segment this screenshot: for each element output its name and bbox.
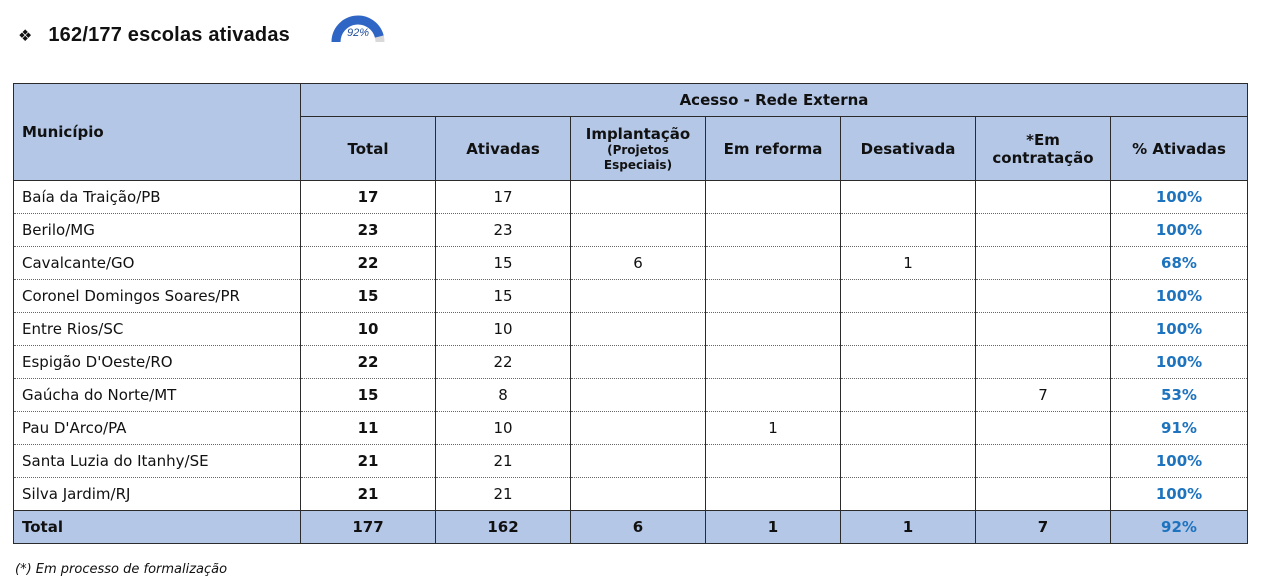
cell-implantacao xyxy=(571,478,706,511)
gauge-label: 92% xyxy=(346,27,370,39)
header-implantacao xyxy=(571,117,706,181)
total-implantacao: 6 xyxy=(571,511,706,544)
header-total: Total xyxy=(301,117,436,181)
cell-municipio: Baía da Traição/PB xyxy=(14,181,301,214)
header-pct-ativadas: % Ativadas xyxy=(1111,117,1248,181)
cell-contratacao xyxy=(976,247,1111,280)
cell-implantacao xyxy=(571,445,706,478)
cell-municipio: Entre Rios/SC xyxy=(14,313,301,346)
cell-municipio: Coronel Domingos Soares/PR xyxy=(14,280,301,313)
cell-ativadas: 15 xyxy=(436,280,571,313)
cell-municipio: Santa Luzia do Itanhy/SE xyxy=(14,445,301,478)
header-reforma: Em reforma xyxy=(706,117,841,181)
total-contratacao: 7 xyxy=(976,511,1111,544)
cell-desativada xyxy=(841,445,976,478)
activation-gauge xyxy=(330,10,392,46)
header-ativadas: Ativadas xyxy=(436,117,571,181)
cell-desativada xyxy=(841,214,976,247)
cell-desativada xyxy=(841,412,976,445)
cell-contratacao xyxy=(976,181,1111,214)
table-row xyxy=(14,280,1248,313)
header-group-rede-externa: Acesso - Rede Externa xyxy=(301,84,1248,117)
cell-desativada xyxy=(841,478,976,511)
header-desativada: Desativada xyxy=(841,117,976,181)
summary-heading xyxy=(18,18,290,52)
cell-reforma xyxy=(706,313,841,346)
cell-pct: 68% xyxy=(1111,247,1248,280)
cell-contratacao xyxy=(976,412,1111,445)
totals-row xyxy=(14,511,1248,544)
table-row xyxy=(14,346,1248,379)
cell-total: 22 xyxy=(301,247,436,280)
cell-pct: 100% xyxy=(1111,478,1248,511)
cell-contratacao xyxy=(976,445,1111,478)
cell-total: 17 xyxy=(301,181,436,214)
cell-total: 21 xyxy=(301,445,436,478)
cell-pct: 100% xyxy=(1111,181,1248,214)
cell-contratacao xyxy=(976,313,1111,346)
cell-municipio: Cavalcante/GO xyxy=(14,247,301,280)
header-municipio: Município xyxy=(14,84,301,181)
cell-contratacao xyxy=(976,280,1111,313)
diamond-bullet-icon: ❖ xyxy=(18,25,33,45)
cell-implantacao xyxy=(571,181,706,214)
cell-implantacao xyxy=(571,214,706,247)
cell-pct: 100% xyxy=(1111,280,1248,313)
cell-total: 23 xyxy=(301,214,436,247)
cell-pct: 100% xyxy=(1111,445,1248,478)
cell-reforma xyxy=(706,280,841,313)
cell-ativadas: 10 xyxy=(436,313,571,346)
total-ativadas: 162 xyxy=(436,511,571,544)
cell-total: 22 xyxy=(301,346,436,379)
table-row xyxy=(14,412,1248,445)
cell-contratacao xyxy=(976,346,1111,379)
cell-reforma xyxy=(706,346,841,379)
cell-ativadas: 17 xyxy=(436,181,571,214)
cell-reforma xyxy=(706,214,841,247)
header-contratacao-line1: *Em xyxy=(1026,130,1060,149)
cell-reforma xyxy=(706,478,841,511)
cell-contratacao: 7 xyxy=(976,379,1111,412)
cell-implantacao xyxy=(571,412,706,445)
cell-ativadas: 15 xyxy=(436,247,571,280)
cell-total: 21 xyxy=(301,478,436,511)
cell-pct: 100% xyxy=(1111,214,1248,247)
cell-reforma xyxy=(706,445,841,478)
table-row xyxy=(14,214,1248,247)
cell-reforma xyxy=(706,247,841,280)
cell-municipio: Berilo/MG xyxy=(14,214,301,247)
cell-implantacao xyxy=(571,346,706,379)
total-reforma: 1 xyxy=(706,511,841,544)
cell-implantacao xyxy=(571,379,706,412)
schools-table xyxy=(13,83,1248,544)
total-label: Total xyxy=(14,511,301,544)
cell-pct: 100% xyxy=(1111,346,1248,379)
cell-desativada xyxy=(841,313,976,346)
cell-total: 10 xyxy=(301,313,436,346)
table-row xyxy=(14,478,1248,511)
cell-total: 15 xyxy=(301,379,436,412)
header-implantacao-label: Implantação xyxy=(585,124,691,143)
cell-municipio: Espigão D'Oeste/RO xyxy=(14,346,301,379)
cell-desativada xyxy=(841,379,976,412)
cell-ativadas: 21 xyxy=(436,445,571,478)
total-total: 177 xyxy=(301,511,436,544)
cell-total: 11 xyxy=(301,412,436,445)
cell-pct: 91% xyxy=(1111,412,1248,445)
table-row xyxy=(14,247,1248,280)
cell-implantacao xyxy=(571,313,706,346)
cell-implantacao: 6 xyxy=(571,247,706,280)
cell-desativada xyxy=(841,346,976,379)
cell-reforma xyxy=(706,181,841,214)
cell-pct: 53% xyxy=(1111,379,1248,412)
table-row xyxy=(14,445,1248,478)
cell-contratacao xyxy=(976,214,1111,247)
cell-municipio: Pau D'Arco/PA xyxy=(14,412,301,445)
cell-reforma: 1 xyxy=(706,412,841,445)
cell-pct: 100% xyxy=(1111,313,1248,346)
cell-ativadas: 23 xyxy=(436,214,571,247)
cell-total: 15 xyxy=(301,280,436,313)
header-implantacao-sub: (Projetos Especiais) xyxy=(603,142,673,172)
cell-ativadas: 21 xyxy=(436,478,571,511)
table-row xyxy=(14,181,1248,214)
cell-ativadas: 8 xyxy=(436,379,571,412)
cell-municipio: Silva Jardim/RJ xyxy=(14,478,301,511)
cell-desativada xyxy=(841,280,976,313)
table-row xyxy=(14,379,1248,412)
cell-ativadas: 22 xyxy=(436,346,571,379)
table-row xyxy=(14,313,1248,346)
cell-ativadas: 10 xyxy=(436,412,571,445)
cell-municipio: Gaúcha do Norte/MT xyxy=(14,379,301,412)
header-contratacao-line2: contratação xyxy=(992,148,1094,167)
cell-desativada: 1 xyxy=(841,247,976,280)
cell-implantacao xyxy=(571,280,706,313)
header-contratacao xyxy=(976,117,1111,181)
cell-reforma xyxy=(706,379,841,412)
total-desativada: 1 xyxy=(841,511,976,544)
summary-title: 162/177 escolas ativadas xyxy=(48,23,290,46)
total-pct: 92% xyxy=(1111,511,1248,544)
cell-contratacao xyxy=(976,478,1111,511)
footnote: (*) Em processo de formalização xyxy=(15,562,228,577)
cell-desativada xyxy=(841,181,976,214)
